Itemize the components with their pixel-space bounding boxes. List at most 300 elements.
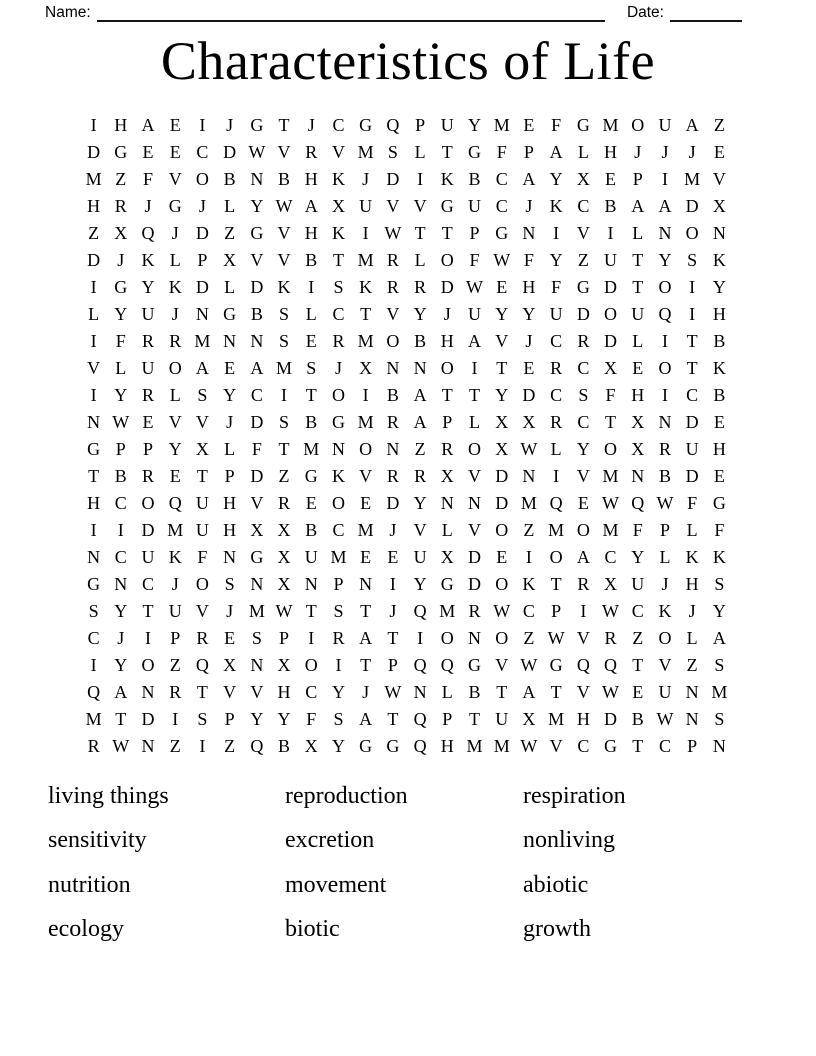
grid-letter: T — [387, 709, 399, 729]
grid-letter: J — [525, 196, 533, 216]
grid-letter: D — [440, 277, 454, 297]
grid-letter: V — [658, 655, 672, 675]
grid-letter: L — [659, 547, 671, 567]
word-list-item: living things — [48, 783, 169, 809]
grid-letter: U — [413, 547, 427, 567]
grid-letter: P — [415, 115, 426, 135]
grid-letter: D — [604, 277, 618, 297]
grid-letter: L — [469, 412, 481, 432]
grid-letter: D — [604, 331, 618, 351]
grid-letter: H — [114, 115, 128, 135]
grid-letter: O — [195, 169, 209, 189]
grid-letter: Y — [576, 439, 590, 459]
grid-letter: V — [468, 466, 482, 486]
grid-letter: H — [223, 493, 237, 513]
grid-letter: X — [223, 655, 237, 675]
grid-letter: U — [141, 304, 155, 324]
grid-letter: T — [332, 250, 344, 270]
grid-letter: V — [195, 601, 209, 621]
grid-letter: R — [604, 628, 617, 648]
grid-letter: N — [250, 169, 264, 189]
grid-letter: Y — [712, 277, 726, 297]
grid-letter: T — [469, 385, 481, 405]
grid-letter: J — [144, 196, 152, 216]
grid-letter: V — [277, 250, 291, 270]
grid-letter: I — [525, 547, 532, 567]
grid-letter: U — [141, 547, 155, 567]
grid-letter: O — [495, 520, 509, 540]
grid-letter: R — [386, 466, 399, 486]
grid-letter: N — [223, 547, 237, 567]
grid-letter: I — [417, 169, 424, 189]
grid-letter: C — [332, 304, 345, 324]
grid-letter: N — [413, 358, 427, 378]
grid-letter: Q — [440, 655, 454, 675]
grid-letter: A — [359, 709, 373, 729]
grid-letter: K — [331, 223, 345, 243]
grid-letter: C — [305, 682, 318, 702]
grid-letter: H — [440, 331, 454, 351]
grid-letter: I — [607, 223, 614, 243]
grid-letter: D — [250, 412, 264, 432]
grid-letter: X — [576, 169, 590, 189]
grid-letter: S — [251, 628, 262, 648]
grid-letter: O — [331, 493, 345, 513]
grid-letter: X — [277, 547, 291, 567]
grid-letter: E — [169, 466, 181, 486]
grid-letter: M — [357, 142, 374, 162]
grid-letter: H — [576, 709, 590, 729]
word-list-item: excretion — [285, 827, 375, 854]
grid-letter: Y — [631, 547, 645, 567]
grid-letter: Y — [495, 304, 509, 324]
grid-letter: N — [250, 331, 264, 351]
grid-letter: G — [250, 115, 264, 135]
grid-letter: N — [87, 547, 101, 567]
grid-letter: S — [578, 385, 589, 405]
grid-letter: E — [523, 115, 535, 135]
grid-letter: H — [522, 277, 536, 297]
grid-letter: K — [522, 574, 536, 594]
grid-letter: E — [713, 412, 725, 432]
grid-letter: R — [169, 682, 182, 702]
grid-letter: R — [142, 466, 155, 486]
grid-letter: K — [658, 601, 672, 621]
grid-letter: L — [224, 277, 236, 297]
grid-letter: P — [279, 628, 290, 648]
grid-letter: F — [115, 331, 126, 351]
grid-letter: N — [223, 331, 237, 351]
grid-letter: Q — [549, 493, 563, 513]
grid-letter: T — [550, 682, 562, 702]
grid-letter: I — [661, 169, 668, 189]
grid-letter: R — [550, 412, 563, 432]
grid-letter: M — [85, 169, 102, 189]
grid-letter: M — [194, 331, 211, 351]
word-list-item: ecology — [48, 915, 124, 942]
grid-letter: L — [115, 358, 127, 378]
grid-letter: F — [632, 520, 643, 540]
grid-letter: H — [304, 169, 318, 189]
grid-letter: J — [334, 358, 342, 378]
grid-letter: Q — [413, 601, 427, 621]
grid-letter: J — [171, 223, 179, 243]
grid-letter: T — [360, 601, 372, 621]
word-list-column-3 — [523, 774, 626, 951]
grid-letter: E — [577, 493, 589, 513]
grid-letter: E — [169, 142, 181, 162]
grid-letter: E — [360, 547, 372, 567]
grid-letter: H — [304, 223, 318, 243]
grid-letter: Y — [331, 736, 345, 756]
grid-letter: Y — [114, 385, 128, 405]
grid-letter: N — [522, 223, 536, 243]
grid-letter: A — [549, 142, 563, 162]
grid-letter: N — [114, 574, 128, 594]
grid-letter: R — [658, 439, 671, 459]
grid-letter: K — [168, 277, 182, 297]
grid-letter: U — [440, 115, 454, 135]
grid-letter: K — [277, 277, 291, 297]
grid-letter: V — [468, 520, 482, 540]
grid-letter: S — [714, 709, 725, 729]
grid-letter: B — [223, 169, 236, 189]
grid-letter: P — [333, 574, 344, 594]
grid-letter: R — [577, 574, 590, 594]
grid-letter: O — [495, 628, 509, 648]
grid-letter: V — [359, 466, 373, 486]
grid-letter: R — [87, 736, 100, 756]
grid-letter: Y — [413, 493, 427, 513]
grid-letter: O — [685, 223, 699, 243]
grid-letter: K — [440, 169, 454, 189]
grid-letter: T — [196, 466, 208, 486]
grid-letter: M — [493, 736, 510, 756]
grid-letter: D — [685, 196, 699, 216]
grid-letter: O — [549, 547, 563, 567]
grid-letter: Y — [168, 439, 182, 459]
grid-letter: U — [685, 439, 699, 459]
grid-letter: C — [577, 736, 590, 756]
grid-letter: Y — [658, 250, 672, 270]
grid-letter: U — [631, 574, 645, 594]
grid-letter: V — [277, 223, 291, 243]
grid-letter: L — [632, 223, 644, 243]
grid-letter: J — [117, 628, 125, 648]
grid-letter: R — [577, 331, 590, 351]
grid-letter: D — [468, 574, 482, 594]
grid-letter: A — [359, 628, 373, 648]
grid-letter: G — [576, 115, 590, 135]
grid-letter: X — [440, 547, 454, 567]
grid-letter: I — [362, 223, 369, 243]
grid-letter: V — [195, 412, 209, 432]
grid-letter: O — [331, 385, 345, 405]
grid-letter: K — [331, 169, 345, 189]
grid-letter: C — [332, 520, 345, 540]
grid-letter: T — [305, 601, 317, 621]
grid-letter: G — [549, 655, 563, 675]
grid-letter: S — [333, 709, 344, 729]
grid-letter: G — [114, 142, 128, 162]
grid-letter: X — [250, 520, 264, 540]
grid-letter: T — [496, 682, 508, 702]
grid-letter: N — [87, 412, 101, 432]
grid-letter: J — [661, 142, 669, 162]
grid-letter: R — [142, 385, 155, 405]
grid-letter: V — [576, 682, 590, 702]
grid-letter: D — [250, 466, 264, 486]
grid-letter: U — [141, 358, 155, 378]
grid-letter: R — [414, 277, 427, 297]
grid-letter: B — [305, 250, 318, 270]
grid-letter: G — [250, 547, 264, 567]
grid-letter: D — [386, 493, 400, 513]
grid-letter: B — [414, 331, 427, 351]
grid-letter: B — [468, 169, 481, 189]
grid-letter: V — [495, 331, 509, 351]
grid-letter: I — [199, 115, 206, 135]
grid-letter: F — [469, 250, 480, 270]
grid-letter: Z — [169, 655, 181, 675]
grid-letter: N — [522, 466, 536, 486]
grid-letter: L — [169, 385, 181, 405]
grid-letter: K — [685, 547, 699, 567]
grid-letter: D — [685, 412, 699, 432]
grid-letter: J — [198, 196, 206, 216]
grid-letter: M — [167, 520, 184, 540]
grid-letter: M — [602, 466, 619, 486]
grid-letter: A — [468, 331, 482, 351]
grid-letter: Z — [414, 439, 426, 459]
grid-letter: A — [576, 547, 590, 567]
grid-letter: L — [632, 331, 644, 351]
grid-letter: M — [520, 493, 537, 513]
grid-letter: C — [577, 196, 590, 216]
grid-letter: R — [386, 277, 399, 297]
grid-letter: B — [658, 466, 671, 486]
grid-letter: B — [468, 682, 481, 702]
grid-letter: L — [686, 628, 698, 648]
grid-letter: U — [195, 493, 209, 513]
grid-letter: L — [686, 520, 698, 540]
grid-letter: D — [386, 169, 400, 189]
grid-letter: T — [441, 142, 453, 162]
grid-letter: X — [195, 439, 209, 459]
grid-letter: K — [549, 196, 563, 216]
grid-letter: I — [417, 628, 424, 648]
grid-letter: D — [195, 223, 209, 243]
grid-letter: B — [713, 385, 726, 405]
grid-letter: W — [275, 601, 293, 621]
grid-letter: V — [712, 169, 726, 189]
grid-letter: R — [332, 331, 345, 351]
grid-letter: F — [523, 250, 534, 270]
grid-letter: W — [602, 682, 620, 702]
grid-letter: N — [359, 574, 373, 594]
grid-letter: A — [304, 196, 318, 216]
grid-letter: H — [87, 493, 101, 513]
grid-letter: T — [278, 115, 290, 135]
grid-letter: J — [634, 142, 642, 162]
grid-letter: I — [145, 628, 152, 648]
grid-letter: I — [661, 385, 668, 405]
grid-letter: W — [466, 277, 484, 297]
grid-letter: T — [550, 574, 562, 594]
grid-letter: G — [304, 466, 318, 486]
grid-letter: N — [250, 574, 264, 594]
grid-letter: O — [440, 358, 454, 378]
grid-letter: Z — [523, 628, 535, 648]
grid-letter: O — [386, 331, 400, 351]
grid-letter: X — [522, 709, 536, 729]
grid-letter: U — [604, 250, 618, 270]
grid-letter: X — [440, 466, 454, 486]
grid-letter: T — [686, 358, 698, 378]
grid-letter: Y — [141, 277, 155, 297]
grid-letter: R — [414, 466, 427, 486]
grid-letter: Z — [632, 628, 644, 648]
grid-letter: V — [250, 682, 264, 702]
grid-letter: A — [141, 115, 155, 135]
word-search-grid — [80, 112, 733, 760]
grid-letter: N — [658, 223, 672, 243]
grid-letter: P — [523, 142, 534, 162]
grid-letter: Z — [686, 655, 698, 675]
grid-letter: M — [684, 169, 701, 189]
grid-letter: S — [387, 142, 398, 162]
grid-letter: H — [712, 439, 726, 459]
grid-letter: I — [90, 277, 97, 297]
grid-letter: Y — [250, 709, 264, 729]
grid-letter: O — [359, 439, 373, 459]
grid-letter: N — [468, 628, 482, 648]
grid-letter: G — [87, 439, 101, 459]
grid-letter: X — [304, 736, 318, 756]
grid-letter: P — [197, 250, 208, 270]
grid-letter: T — [632, 655, 644, 675]
grid-letter: Z — [713, 115, 725, 135]
grid-letter: E — [142, 142, 154, 162]
grid-letter: X — [495, 412, 509, 432]
grid-letter: E — [305, 331, 317, 351]
grid-letter: C — [577, 358, 590, 378]
grid-letter: Q — [631, 493, 645, 513]
grid-letter: I — [199, 736, 206, 756]
grid-letter: N — [440, 493, 454, 513]
grid-letter: S — [333, 277, 344, 297]
grid-letter: D — [87, 250, 101, 270]
grid-letter: L — [169, 250, 181, 270]
grid-letter: P — [469, 223, 480, 243]
grid-letter: C — [550, 385, 563, 405]
grid-letter: O — [304, 655, 318, 675]
grid-letter: M — [602, 520, 619, 540]
grid-letter: J — [171, 304, 179, 324]
grid-letter: S — [197, 709, 208, 729]
grid-letter: U — [168, 601, 182, 621]
grid-letter: L — [224, 196, 236, 216]
grid-letter: N — [658, 412, 672, 432]
grid-letter: D — [522, 385, 536, 405]
grid-letter: J — [226, 115, 234, 135]
grid-letter: M — [548, 709, 565, 729]
grid-letter: U — [359, 196, 373, 216]
grid-letter: Z — [224, 736, 236, 756]
grid-letter: P — [442, 709, 453, 729]
grid-letter: O — [631, 115, 645, 135]
grid-letter: K — [712, 547, 726, 567]
grid-letter: E — [523, 358, 535, 378]
grid-letter: M — [248, 601, 265, 621]
grid-letter: A — [114, 682, 128, 702]
grid-letter: W — [248, 142, 266, 162]
grid-letter: F — [496, 142, 507, 162]
grid-letter: J — [661, 574, 669, 594]
grid-letter: L — [577, 142, 589, 162]
grid-letter: T — [115, 709, 127, 729]
grid-letter: V — [386, 196, 400, 216]
grid-letter: M — [85, 709, 102, 729]
grid-letter: I — [335, 655, 342, 675]
grid-letter: P — [224, 709, 235, 729]
grid-letter: N — [386, 358, 400, 378]
grid-letter: N — [141, 736, 155, 756]
grid-letter: J — [226, 412, 234, 432]
grid-letter: E — [305, 493, 317, 513]
grid-letter: V — [495, 655, 509, 675]
grid-letter: B — [305, 412, 318, 432]
grid-letter: F — [551, 277, 562, 297]
grid-letter: V — [223, 682, 237, 702]
grid-letter: G — [87, 574, 101, 594]
grid-letter: O — [604, 304, 618, 324]
grid-letter: M — [711, 682, 728, 702]
grid-letter: W — [112, 736, 130, 756]
grid-letter: N — [413, 682, 427, 702]
grid-letter: D — [250, 277, 264, 297]
grid-letter: Z — [224, 223, 236, 243]
grid-letter: Y — [495, 385, 509, 405]
grid-letter: F — [605, 385, 616, 405]
grid-letter: X — [631, 412, 645, 432]
grid-letter: P — [170, 628, 181, 648]
grid-letter: O — [658, 277, 672, 297]
grid-letter: S — [333, 601, 344, 621]
grid-letter: V — [549, 736, 563, 756]
grid-letter: C — [495, 169, 508, 189]
grid-letter: X — [277, 520, 291, 540]
grid-letter: V — [576, 628, 590, 648]
grid-letter: V — [413, 196, 427, 216]
grid-letter: W — [520, 736, 538, 756]
grid-letter: I — [661, 331, 668, 351]
grid-letter: Y — [250, 196, 264, 216]
grid-letter: D — [685, 466, 699, 486]
grid-letter: I — [90, 115, 97, 135]
grid-letter: W — [656, 493, 674, 513]
grid-letter: G — [440, 196, 454, 216]
grid-letter: P — [551, 601, 562, 621]
grid-letter: T — [360, 655, 372, 675]
grid-letter: F — [306, 709, 317, 729]
grid-letter: E — [713, 466, 725, 486]
grid-letter: N — [331, 439, 345, 459]
grid-letter: G — [359, 736, 373, 756]
grid-letter: O — [576, 520, 590, 540]
grid-letter: A — [712, 628, 726, 648]
grid-letter: V — [413, 520, 427, 540]
